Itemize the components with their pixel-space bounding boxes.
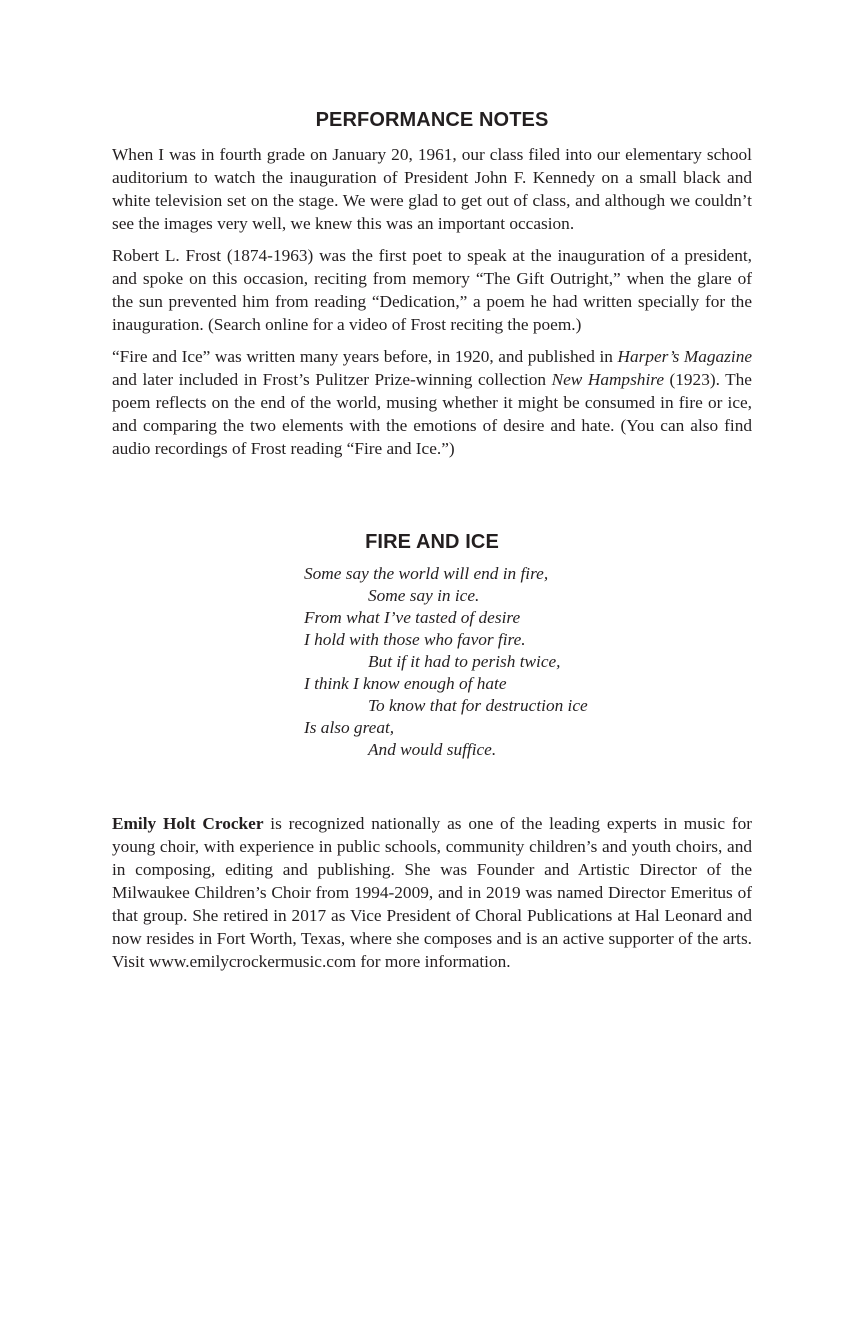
poem-line: Some say in ice. <box>368 586 480 605</box>
poem-line: I hold with those who favor fire. <box>304 630 526 649</box>
notes-paragraph-3-text-a: “Fire and Ice” was written many years before, in 1920, and published in <box>112 347 618 366</box>
bio-text: is recognized nationally as one of the leading experts in music for young choir, with experience in public schools, community children’s and youth choirs, and in composing, editing and publishing. She was Founder and Artistic Director of the Milwaukee Children’s Choir from 1994-2009, and in 2019 was named Director Emeritus of that group. She retired in 2017 as Vice President of Choral Publications at Hal Leonard and now resides in Fort Worth, Texas, where she composes and is an active supporter of the arts. Visit www.emilycrockermusic.com for more information. <box>112 814 752 971</box>
notes-paragraph-3-text-c: (1923). The poem reflects on the end of the world, musing whether it might be consumed in fire or ice, and comparing the two elements with the emotions of desire and hate. (You can also find audio recordings of Frost reading “Fire and Ice.”) <box>112 370 752 458</box>
poem-line: Some say the world will end in fire, <box>304 564 549 583</box>
harpers-magazine-title: Harper’s Magazine <box>617 347 753 366</box>
new-hampshire-title: New Hampshire <box>551 370 664 389</box>
poem-line: Is also great, <box>304 718 395 737</box>
poem-body <box>304 563 664 761</box>
composer-name: Emily Holt Crocker <box>112 814 264 833</box>
notes-paragraph-1: When I was in fourth grade on January 20, 1961, our class filed into our elementary school auditorium to watch the inauguration of President John F. Kennedy on a small black and white television set on the stage. We were glad to get out of class, and although we couldn’t see the images very well, we knew this was an important occasion. <box>112 145 752 233</box>
performance-notes-body <box>112 143 752 469</box>
performance-notes-heading: PERFORMANCE NOTES <box>315 109 549 131</box>
poem-line: And would suffice. <box>368 740 497 759</box>
poem-line: From what I’ve tasted of desire <box>304 608 521 627</box>
notes-paragraph-3 <box>112 345 752 460</box>
notes-paragraph-3-text-b: and later included in Frost’s Pulitzer Prize-winning collection <box>112 370 552 389</box>
notes-paragraph-2: Robert L. Frost (1874-1963) was the first poet to speak at the inauguration of a president, and spoke on this occasion, reciting from memory “The Gift Outright,” when the glare of the sun prevented him from reading “Dedication,” a poem he had written specially for the inauguration. (Search online for a video of Frost reciting the poem.) <box>112 246 752 334</box>
composer-bio <box>112 812 752 982</box>
poem-line: To know that for destruction ice <box>368 696 588 715</box>
poem-title: FIRE AND ICE <box>365 531 499 553</box>
poem-line: But if it had to perish twice, <box>368 652 561 671</box>
bio-paragraph <box>112 812 752 973</box>
poem-line: I think I know enough of hate <box>304 674 507 693</box>
